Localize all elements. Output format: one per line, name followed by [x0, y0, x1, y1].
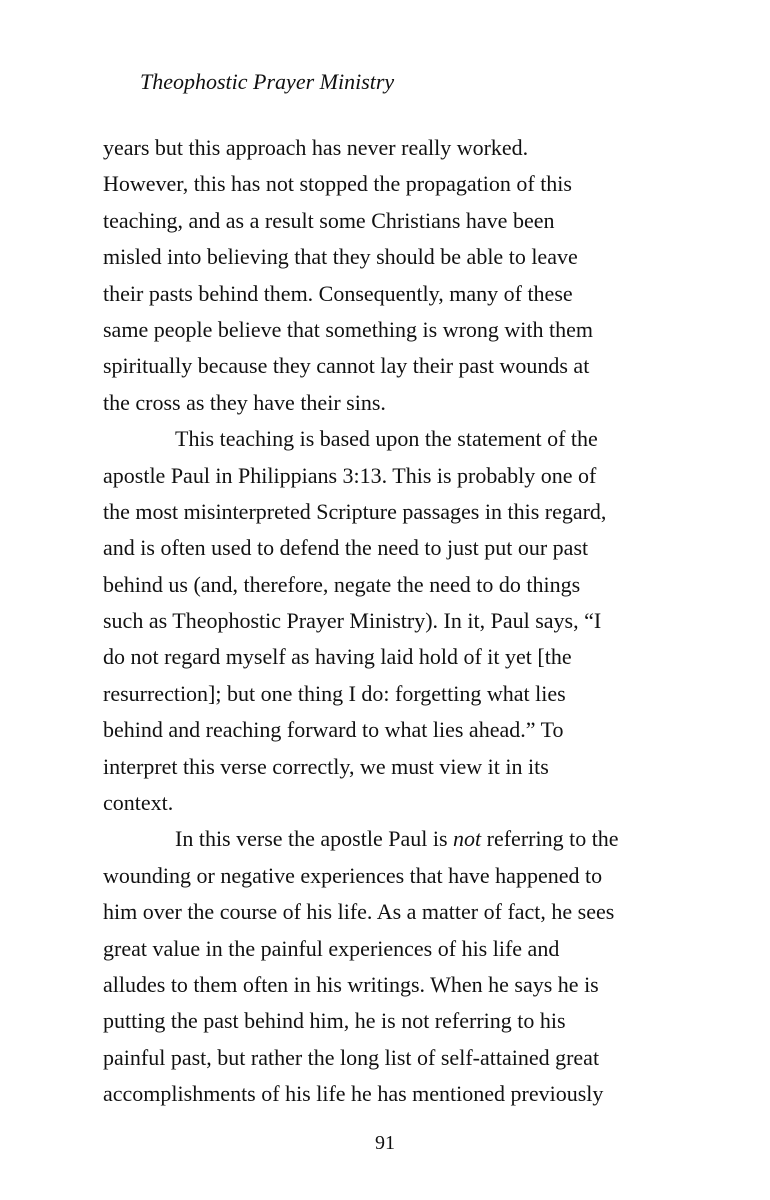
running-header: Theophostic Prayer Ministry: [140, 69, 395, 94]
text-line: the most misinterpreted Scripture passages in this regard,: [103, 498, 607, 524]
text-line: interpret this verse correctly, we must view it in its: [103, 753, 549, 779]
emphasis-text: not: [453, 826, 482, 852]
paragraph: [103, 421, 693, 821]
text-line: This teaching is based upon the statement of the: [175, 426, 598, 452]
text-line: such as Theophostic Prayer Ministry). In it, Paul says, “I: [103, 608, 602, 634]
text-line: apostle Paul in Philippians 3:13. This is probably one of: [103, 462, 597, 488]
text-line: years but this approach has never really worked.: [103, 135, 529, 160]
paragraph: [103, 130, 693, 421]
text-line: context.: [103, 790, 174, 816]
text-line: misled into believing that they should be able to leave: [103, 244, 578, 270]
text-run: referring to the: [481, 826, 619, 852]
text-line: and is often used to defend the need to just put our past: [103, 535, 589, 561]
text-line: However, this has not stopped the propagation of this: [103, 171, 572, 197]
text-line: teaching, and as a result some Christians have been: [103, 207, 555, 233]
text-line: wounding or negative experiences that have happened to: [103, 862, 603, 888]
text-line: great value in the painful experiences of his life and: [103, 935, 560, 961]
body-text: [103, 130, 693, 1113]
text-line: putting the past behind him, he is not referring to his: [103, 1008, 566, 1034]
text-line: do not regard myself as having laid hold of it yet [the: [103, 644, 572, 670]
text-line: [103, 821, 693, 857]
text-line: their pasts behind them. Consequently, many of these: [103, 280, 573, 306]
text-line: accomplishments of his life he has mentioned previously: [103, 1081, 604, 1107]
page-number: 91: [375, 1132, 395, 1154]
text-line: spiritually because they cannot lay their past wounds at: [103, 353, 590, 379]
text-line: behind us (and, therefore, negate the need to do things: [103, 571, 581, 597]
paragraph: [103, 821, 693, 1112]
text-line: painful past, but rather the long list of self-attained great: [103, 1044, 600, 1070]
text-line: resurrection]; but one thing I do: forgetting what lies: [103, 680, 566, 706]
text-line: the cross as they have their sins.: [103, 389, 386, 415]
text-line: behind and reaching forward to what lies ahead.” To: [103, 717, 564, 743]
text-line: same people believe that something is wrong with them: [103, 316, 594, 342]
text-run: In this verse the apostle Paul is: [175, 826, 454, 852]
text-line: him over the course of his life. As a matter of fact, he sees: [103, 899, 615, 925]
text-line: alludes to them often in his writings. When he says he is: [103, 971, 599, 997]
